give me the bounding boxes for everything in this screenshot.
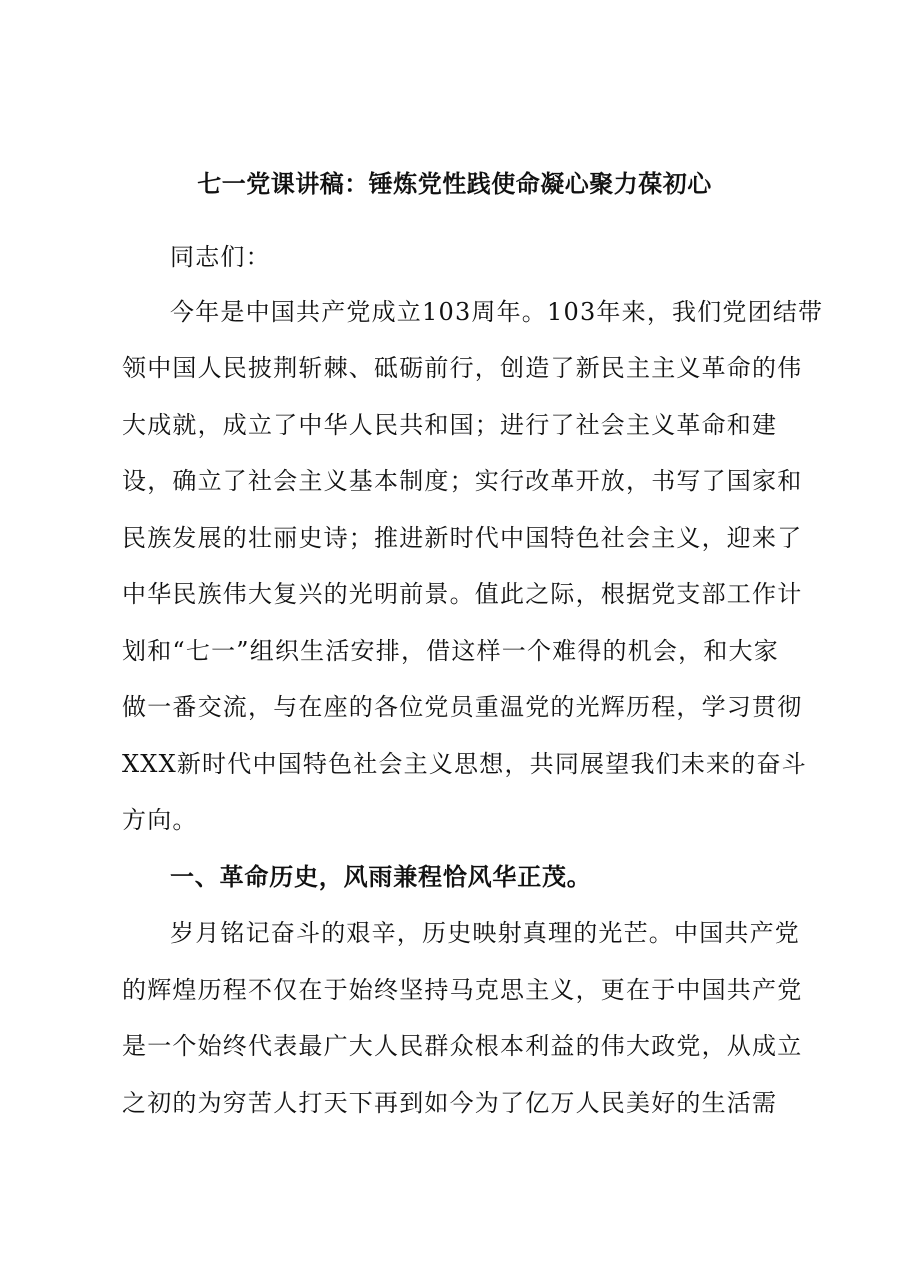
- paragraph-line: 方向。: [122, 806, 198, 834]
- paragraph-line: XXX新时代中国特色社会主义思想，共同展望我们未来的奋斗: [122, 750, 807, 778]
- paragraph-line: 划和“七一”组织生活安排，借这样一个难得的机会，和大家: [122, 637, 779, 665]
- section-heading: 一、革命历史，风雨兼程恰风华正茂。: [170, 863, 592, 891]
- paragraph-line: 设，确立了社会主义基本制度；实行改革开放，书写了国家和: [122, 467, 803, 495]
- paragraph-line: 民族发展的壮丽史诗；推进新时代中国特色社会主义，迎来了: [122, 524, 803, 552]
- paragraph-line: 领中国人民披荆斩棘、砥砺前行，创造了新民主主义革命的伟: [122, 354, 803, 382]
- paragraph-line: 今年是中国共产党成立103周年。103年来，我们党团结带: [170, 298, 824, 326]
- paragraph-line: 岁月铭记奋斗的艰辛，历史映射真理的光芒。中国共产党: [170, 919, 800, 947]
- salutation: 同志们：: [170, 243, 271, 271]
- paragraph-line: 大成就，成立了中华人民共和国；进行了社会主义革命和建: [122, 411, 778, 439]
- paragraph-line: 中华民族伟大复兴的光明前景。值此之际，根据党支部工作计: [122, 580, 803, 608]
- document-title: 七一党课讲稿：锤炼党性践使命凝心聚力葆初心: [197, 170, 712, 198]
- paragraph-line: 是一个始终代表最广大人民群众根本利益的伟大政党，从成立: [122, 1032, 803, 1060]
- paragraph-line: 做一番交流，与在座的各位党员重温党的光辉历程，学习贯彻: [122, 693, 803, 721]
- paragraph-line: 的辉煌历程不仅在于始终坚持马克思主义，更在于中国共产党: [122, 976, 803, 1004]
- paragraph-line: 之初的为穷苦人打天下再到如今为了亿万人民美好的生活需: [122, 1089, 778, 1117]
